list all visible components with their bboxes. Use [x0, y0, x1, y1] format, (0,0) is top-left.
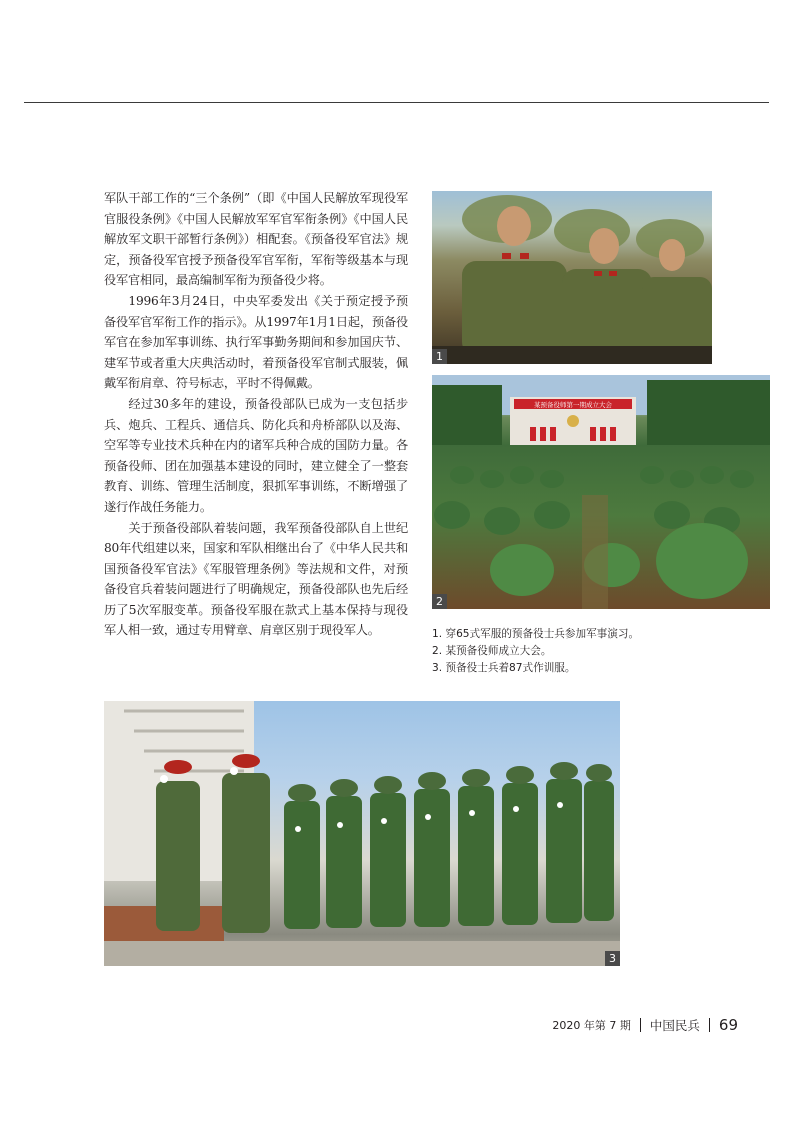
page-number: 69	[718, 1016, 738, 1034]
article-body	[104, 188, 408, 641]
caption-line: 3. 预备役士兵着87式作训服。	[432, 662, 576, 674]
marching-illustration	[104, 701, 620, 966]
photo-soldiers-exercise	[432, 191, 712, 364]
paragraph: 经过30多年的建设，预备役部队已成为一支包括步兵、炮兵、工程兵、通信兵、防化兵和舟桥部队以及海、空军等专业技术兵种在内的诸军兵种合成的国防力量。各预备役师、团在加强基本建设的同时，建立健全了一整套教育、训练、管理生活制度，狠抓军事训练，不断增强了遂行作战任务能力。	[104, 396, 408, 514]
caption-line: 1. 穿65式军服的预备役士兵参加军事演习。	[432, 628, 640, 640]
photo-division-ceremony	[432, 375, 770, 609]
photo-number-badge: 2	[432, 594, 447, 609]
footer-divider	[709, 1018, 710, 1032]
soldiers-illustration	[432, 191, 712, 364]
magazine-name: 中国民兵	[649, 1018, 700, 1033]
page-footer	[552, 1016, 738, 1034]
photo-number-badge: 1	[432, 349, 447, 364]
ceremony-illustration	[432, 375, 770, 609]
footer-divider	[640, 1018, 641, 1032]
header-rule	[24, 102, 769, 103]
ceremony-banner: 某预备役师第一期成立大会	[534, 401, 612, 409]
photo-number-badge: 3	[605, 951, 620, 966]
photo-captions	[432, 626, 639, 677]
caption-line: 2. 某预备役师成立大会。	[432, 645, 552, 657]
paragraph: 1996年3月24日，中央军委发出《关于预定授予预备役军官军衔工作的指示》。从1997年1月1日起，预备役军官在参加军事训练、执行军事勤务期间和参加国庆节、建军节或者重大庆典活动时，着预备役军官制式服装，佩戴军衔肩章、符号标志，平时不得佩戴。	[104, 293, 408, 391]
paragraph: 关于预备役部队着装问题，我军预备役部队自上世纪80年代组建以来，国家和军队相继出台了《中华人民共和国预备役军官法》《军服管理条例》等法规和文件，对预备役官兵着装问题进行了明确规定，预备役部队也先后经历了5次军服变革。预备役军服在款式上基本保持与现役军人相一致，通过专用臂章、肩章区别于现役军人。	[104, 520, 408, 638]
paragraph: 军队干部工作的“三个条例”（即《中国人民解放军现役军官服役条例》《中国人民解放军军官军衔条例》《中国人民解放军文职干部暂行条例》）相配套。《预备役军官法》规定，预备役军官授予预备役军官军衔，军衔等级基本与现役军官相同，最高编制军衔为预备役少将。	[104, 191, 408, 288]
photo-marching-soldiers	[104, 701, 620, 966]
issue-label: 2020 年第 7 期	[552, 1019, 631, 1032]
